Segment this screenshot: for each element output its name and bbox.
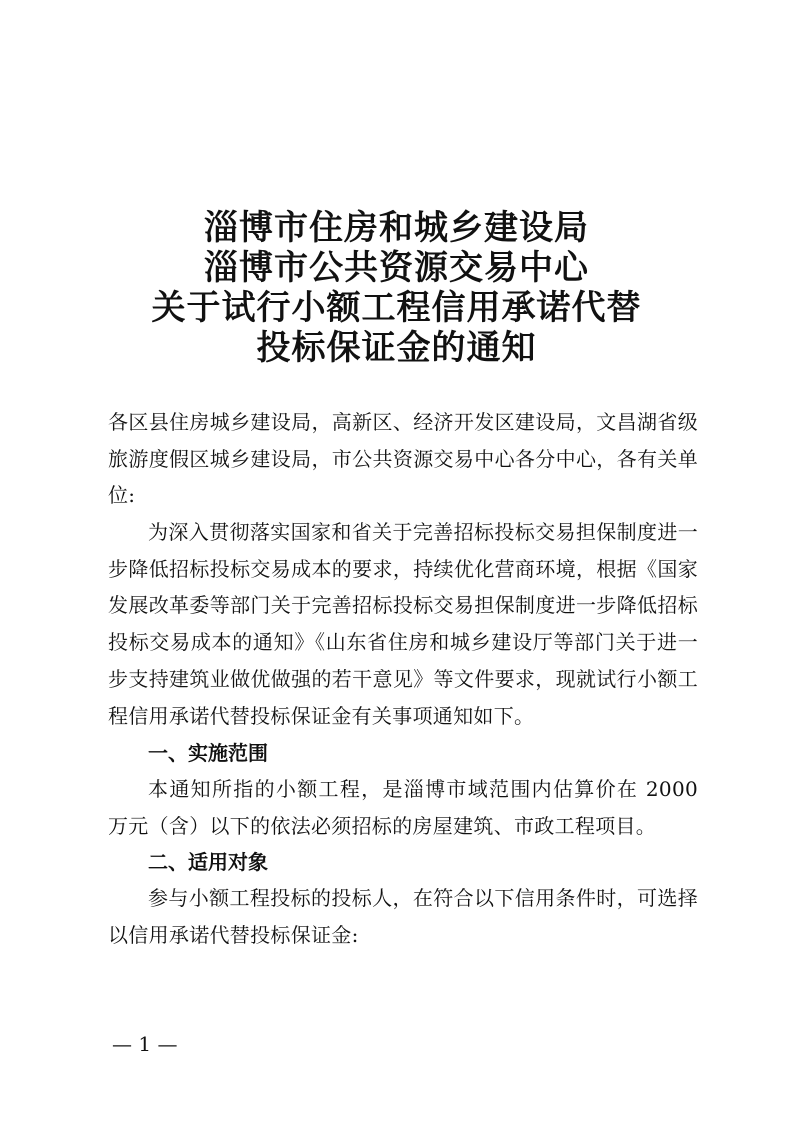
section-2-body: 参与小额工程投标的投标人，在符合以下信用条件时，可选择以信用承诺代替投标保证金: <box>108 886 698 947</box>
addressees-paragraph: 各区县住房城乡建设局，高新区、经济开发区建设局，文昌湖省级旅游度假区城乡建设局，市公共资源交易中心各分中心，各有关单位: <box>108 410 698 508</box>
intro-paragraph: 为深入贯彻落实国家和省关于完善招标投标交易担保制度进一步降低招标投标交易成本的要求，持续优化营商环境，根据《国家发展改革委等部门关于完善招标投标交易担保制度进一步降低招标投标交易成本的通知》《山东省住房和城乡建设厅等部门关于进一步支持建筑业做优做强的若干意见》等文件要求，现就试行小额工程信用承诺代替投标保证金有关事项通知如下。 <box>108 520 698 728</box>
document-title <box>0 208 793 368</box>
title-line-4: 投标保证金的通知 <box>256 328 537 368</box>
title-line-3: 关于试行小额工程信用承诺代替 <box>151 288 642 328</box>
section-1-heading: 一、实施范围 <box>148 741 268 765</box>
title-line-1: 淄博市住房和城乡建设局 <box>204 208 589 248</box>
section-1-body: 本通知所指的小额工程，是淄博市域范围内估算价在 2000 万元（含）以下的依法必须招标的房屋建筑、市政工程项目。 <box>108 777 698 838</box>
title-line-2: 淄博市公共资源交易中心 <box>204 248 589 288</box>
section-2-heading: 二、适用对象 <box>148 850 268 874</box>
page-number: — 1 — <box>112 1032 178 1056</box>
